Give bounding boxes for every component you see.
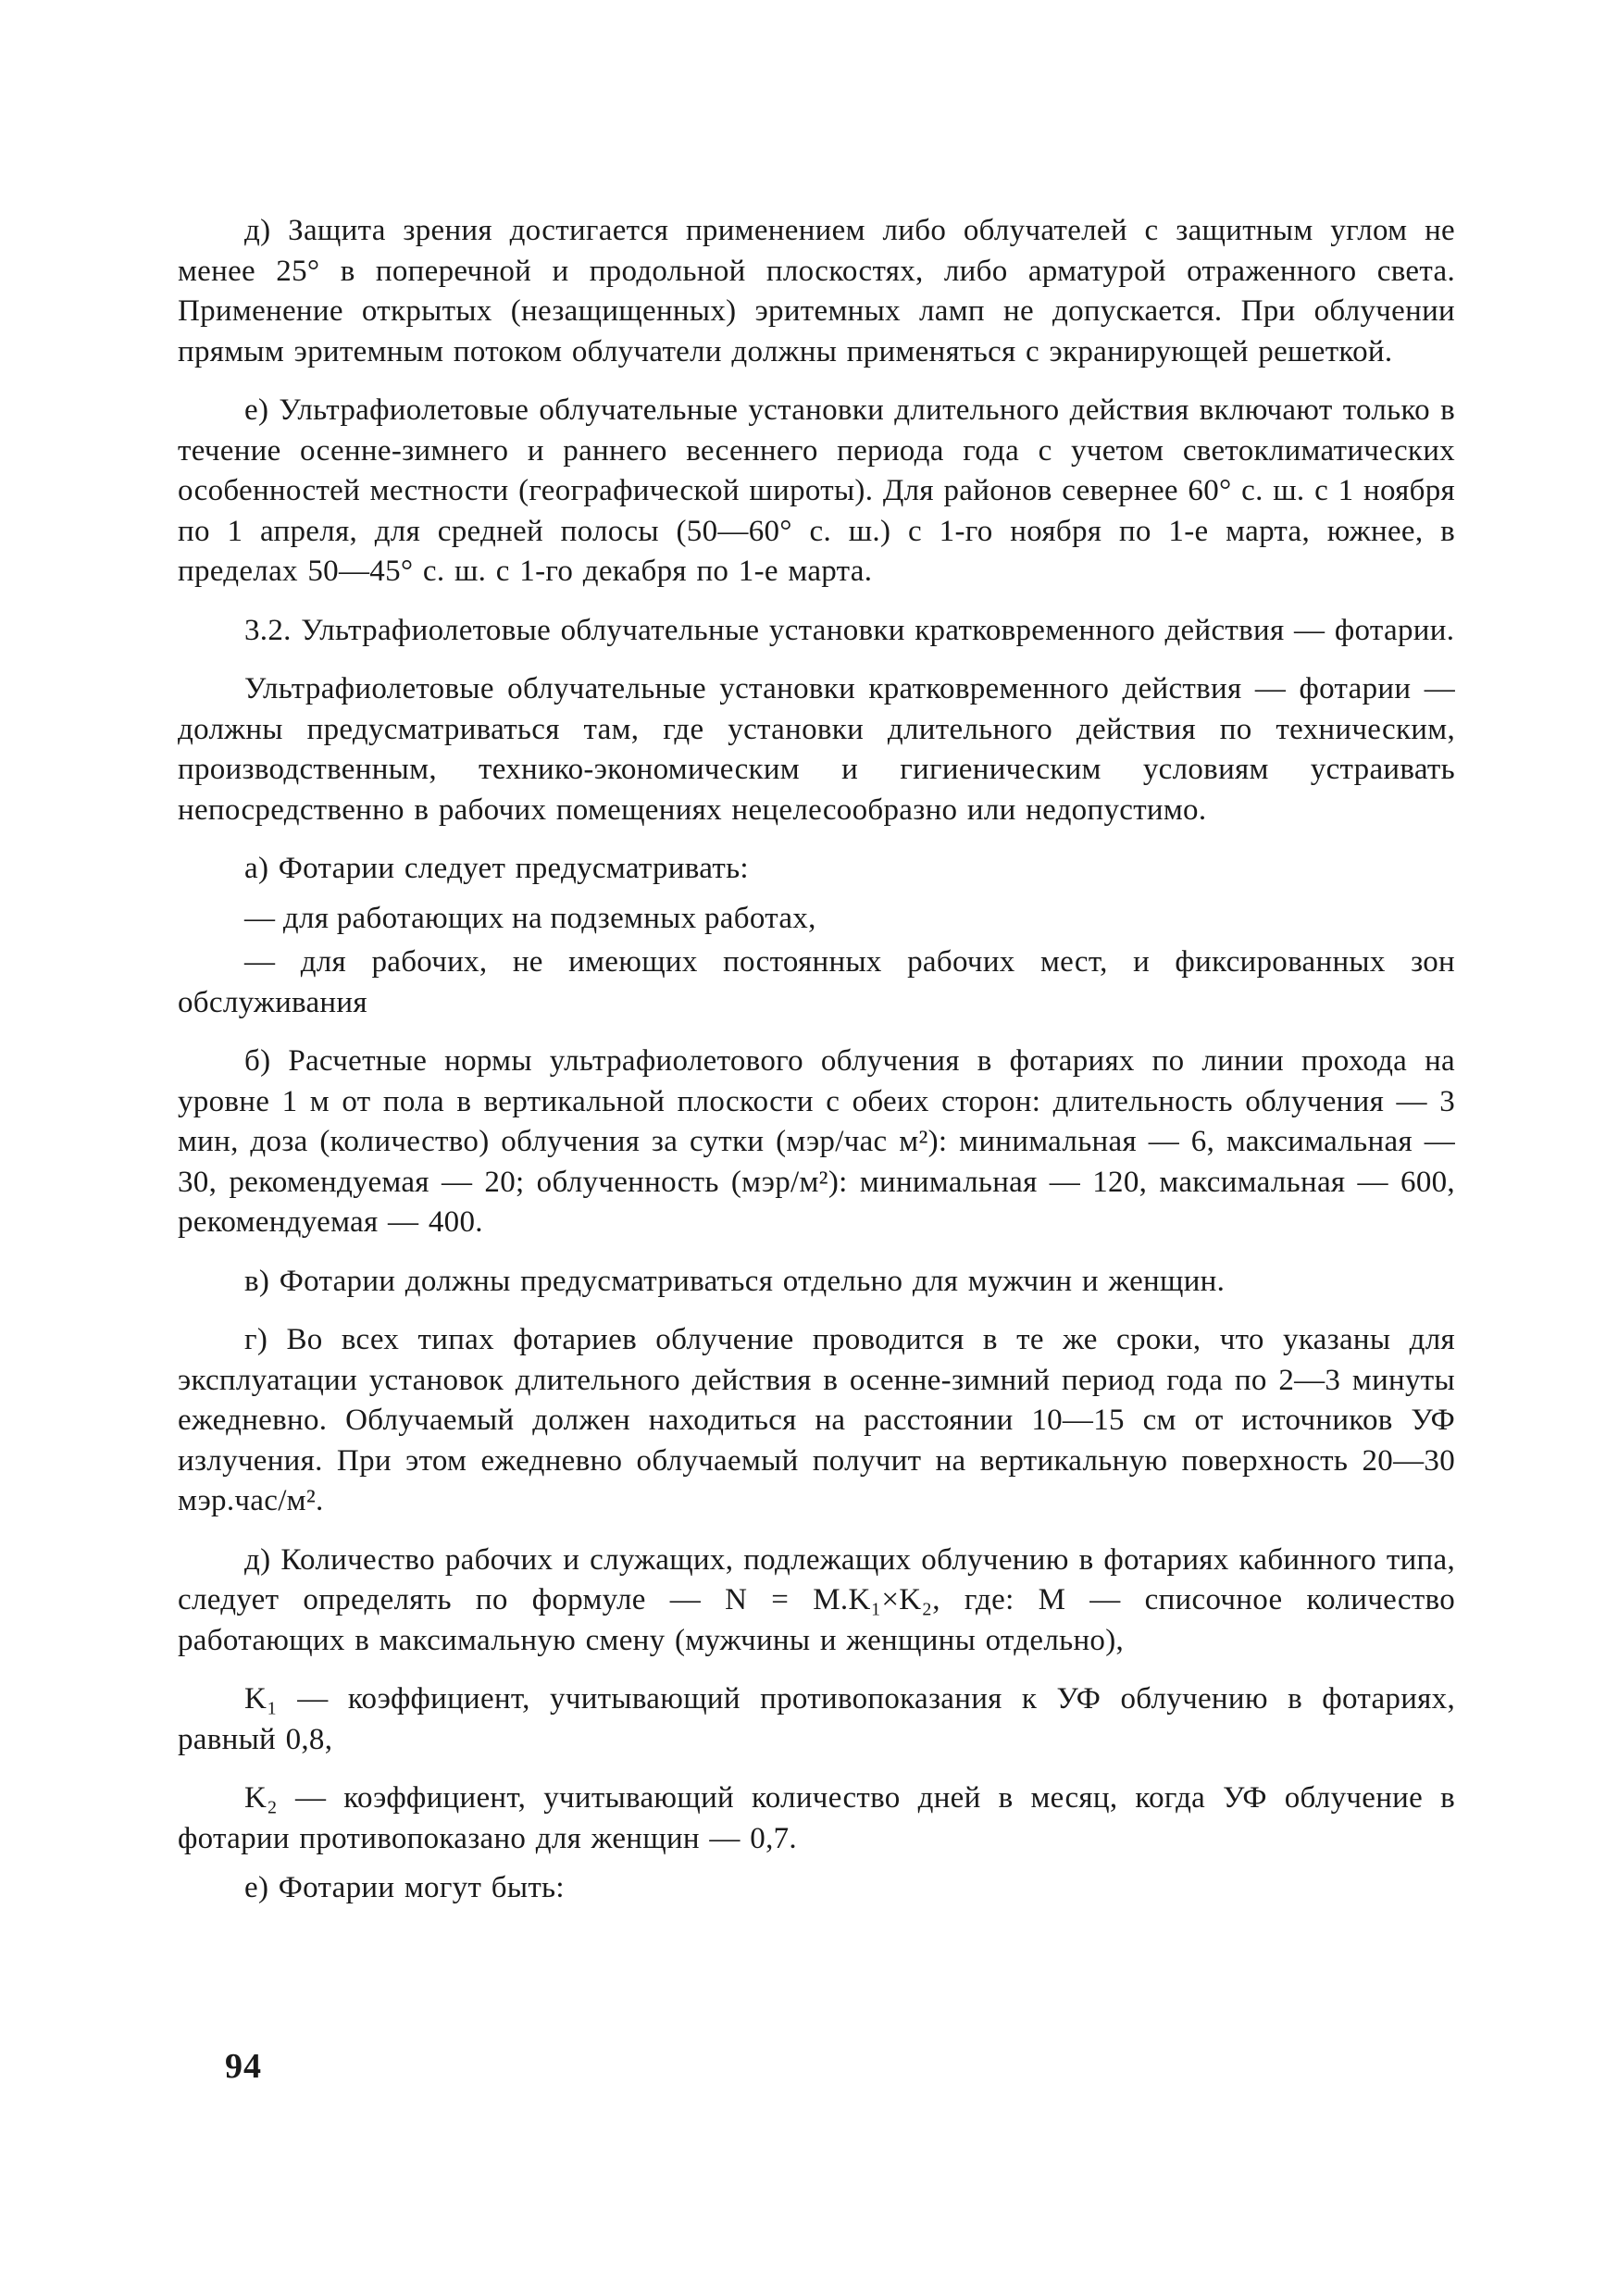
paragraph-fotarii-provision: а) Фотарии следует предусматривать: — [244, 852, 749, 885]
paragraph-exposure-schedule: г) Во всех типах фотариев облучение проводится в те же сроки, что указаны для эксплуатации установок длительного действия в осенне-зимний период года по 2—3 минуты ежедневно. Облучаемый должен находиться на расстоянии 10—15 см от источников УФ излучения. При этом ежедневно облучаемый получит на вертикальную поверхность 20—30 мэр.час/м². — [178, 1323, 1455, 1517]
paragraph-long-action-schedule: е) Ультрафиолетовые облучательные установки длительного действия включают только в течение осенне-зимнего и раннего весеннего периода года с учетом светоклиматических особенностей местности (географической широты). Для районов севернее 60° с. ш. с 1 ноября по 1 апреля, для средней полосы (50—60° с. ш.) с 1-го ноября по 1-е марта, южнее, в пределах 50—45° с. ш. с 1-го декабря по 1-е марта. — [178, 393, 1455, 588]
list-item-no-fixed-workplaces: — для рабочих, не имеющих постоянных рабочих мест, и фиксированных зон обслуживания — [178, 945, 1455, 1019]
document-body — [178, 211, 1455, 1928]
paragraph-k1-coefficient: K₁ — коэффициент, учитывающий противопоказания к УФ облучению в фотариях, равный 0,8, — [178, 1682, 1455, 1756]
section-heading-3-2: 3.2. Ультрафиолетовые облучательные установки кратковременного действия — фотарии. — [244, 613, 1455, 647]
paragraph-k2-coefficient: K₂ — коэффициент, учитывающий количество дней в месяц, когда УФ облучение в фотарии противопоказано для женщин — 0,7. — [178, 1781, 1455, 1855]
paragraph-fotarii-types: е) Фотарии могут быть: — [244, 1871, 565, 1904]
list-item-underground: — для работающих на подземных работах, — [244, 901, 816, 935]
paragraph-fotarii-definition: Ультрафиолетовые облучательные установки кратковременного действия — фотарии — должны предусматриваться там, где установки длительного действия по техническим, производственным, технико-экономическим и гигиеническим условиям устраивать непосредственно в рабочих помещениях нецелесообразно или недопустимо. — [178, 672, 1455, 827]
paragraph-separate-fotarii: в) Фотарии должны предусматриваться отдельно для мужчин и женщин. — [244, 1264, 1226, 1298]
paragraph-calculation-norms: б) Расчетные нормы ультрафиолетового облучения в фотариях по линии прохода на уровне 1 м от пола в вертикальной плоскости с обеих сторон: длительность облучения — 3 мин, доза (количество) облучения за сутки (мэр/час м²): минимальная — 6, максимальная — 30, рекомендуемая — 20; облученность (мэр/м²): минимальная — 120, максимальная — 600, рекомендуемая — 400. — [178, 1044, 1455, 1239]
page-number: 94 — [225, 2047, 262, 2086]
paragraph-formula: д) Количество рабочих и служащих, подлежащих облучению в фотариях кабинного типа, следует определять по формуле — N = M.K₁×K₂, где: M — списочное количество работающих в максимальную смену (мужчины и женщины отдельно), — [178, 1542, 1455, 1657]
paragraph-eye-protection: д) Защита зрения достигается применением либо облучателей с защитным углом не менее 25° в поперечной и продольной плоскостях, либо арматурой отраженного света. Применение открытых (незащищенных) эритемных ламп не допускается. При облучении прямым эритемным потоком облучатели должны применяться с экранирующей решеткой. — [178, 214, 1455, 368]
